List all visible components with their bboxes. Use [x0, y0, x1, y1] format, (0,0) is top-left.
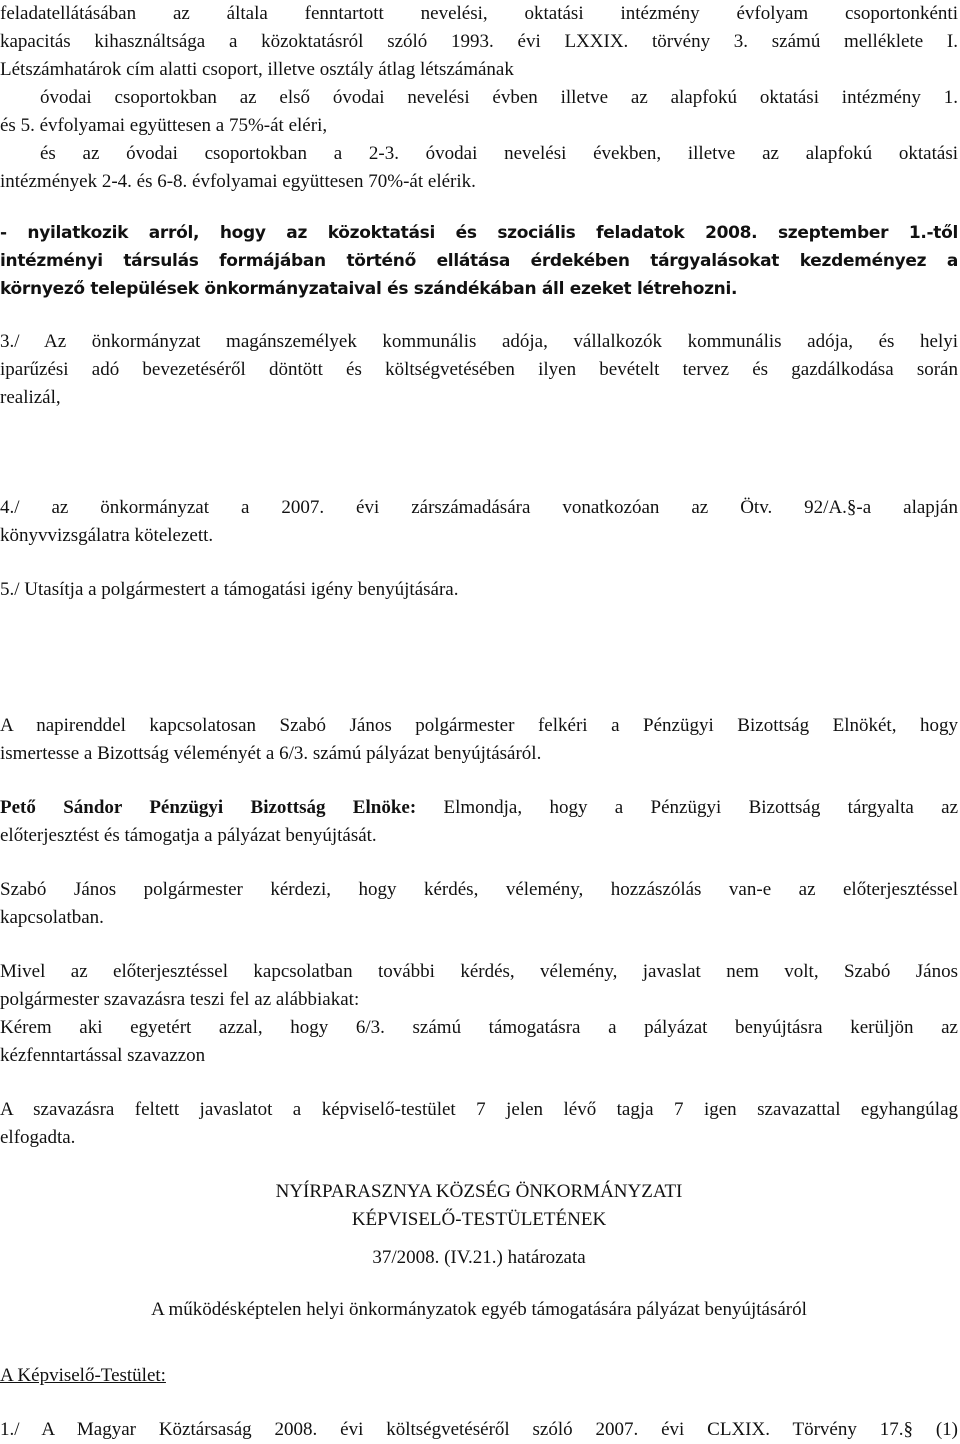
- resolution-title-line2: KÉPVISELŐ-TESTÜLETÉNEK: [351, 1209, 607, 1230]
- mayor-line1: A napirenddel kapcsolatosan Szabó János polgármester felkéri a Pénzügyi Bizottság Elnökét, hogy: [0, 715, 958, 736]
- point5-line1: 5./ Utasítja a polgármestert a támogatási igény benyújtására.: [0, 579, 459, 600]
- block1-line6: és az óvodai csoportokban a 2-3. óvodai nevelési években, illetve az alapfokú oktatási: [40, 143, 958, 164]
- declaration-line1: - nyilatkozik arról, hogy az közoktatási és szociális feladatok 2008. szeptember 1.-től: [0, 223, 958, 243]
- point4-line1: 4./ az önkormányzat a 2007. évi zárszámadására vonatkozóan az Ötv. 92/A.§-a alapján: [0, 497, 958, 518]
- point3-line1: 3./ Az önkormányzat magánszemélyek kommunális adója, vállalkozók kommunális adója, és helyi: [0, 331, 958, 352]
- block1-line1: feladatellátásában az általa fenntartott nevelési, oktatási intézmény évfolyam csoportonkénti: [0, 3, 958, 24]
- point3-line3: realizál,: [0, 387, 61, 408]
- mayor-line2: ismertesse a Bizottság véleményét a 6/3. számú pályázat benyújtásáról.: [0, 743, 542, 764]
- point4-line2: könyvvizsgálatra kötelezett.: [0, 525, 214, 546]
- peto-line2: előterjesztést és támogatja a pályázat benyújtását.: [0, 825, 377, 846]
- block1-line4: óvodai csoportokban az első óvodai nevelési évben illetve az alapfokú oktatási intézmény 1.: [40, 87, 958, 108]
- resolution-item1: 1./ A Magyar Köztársaság 2008. évi költségvetéséről szóló 2007. évi CLXIX. Törvény 17.§ (1): [0, 1419, 958, 1440]
- result-line2: elfogadta.: [0, 1127, 76, 1148]
- question-line1: Szabó János polgármester kérdezi, hogy kérdés, vélemény, hozzászólás van-e az előterjesztéssel: [0, 879, 958, 900]
- resolution-body-label: A Képviselő-Testület:: [0, 1365, 166, 1386]
- peto-line1-rest: Elmondja, hogy a Pénzügyi Bizottság tárgyalta az: [416, 797, 958, 818]
- block1-line5: és 5. évfolyamai együttesen a 75%-át eléri,: [0, 115, 328, 136]
- speaker-name: Pető Sándor Pénzügyi Bizottság Elnöke:: [0, 797, 417, 818]
- vote-line2: polgármester szavazásra teszi fel az alábbiakat:: [0, 989, 360, 1010]
- block1-line2: kapacitás kihasználtsága a közoktatásról szóló 1993. évi LXXIX. törvény 3. számú melléklete I.: [0, 31, 958, 52]
- point3-line2: iparűzési adó bevezetéséről döntött és költségvetésében ilyen bevételt tervez és gazdálkodása során: [0, 359, 958, 380]
- resolution-number: 37/2008. (IV.21.) határozata: [372, 1247, 586, 1268]
- declaration-line3: környező települések önkormányzataival és szándékában áll ezeket létrehozni.: [0, 279, 738, 299]
- block1-line7: intézmények 2-4. és 6-8. évfolyamai együttesen 70%-át elérik.: [0, 171, 476, 192]
- peto-line1: [0, 794, 958, 821]
- resolution-title-line1: NYÍRPARASZNYA KÖZSÉG ÖNKORMÁNYZATI: [275, 1181, 683, 1202]
- question-line2: kapcsolatban.: [0, 907, 104, 928]
- vote-line1: Mivel az előterjesztéssel kapcsolatban további kérdés, vélemény, javaslat nem volt, Szabó János: [0, 961, 958, 982]
- vote-line3: Kérem aki egyetért azzal, hogy 6/3. számú támogatásra a pályázat benyújtásra kerüljön az: [0, 1017, 958, 1038]
- vote-line4: kézfenntartással szavazzon: [0, 1045, 206, 1066]
- declaration-line2: intézményi társulás formájában történő ellátása érdekében tárgyalásokat kezdeményez a: [0, 251, 958, 271]
- result-line1: A szavazásra feltett javaslatot a képviselő-testület 7 jelen lévő tagja 7 igen szavazattal egyhangúlag: [0, 1099, 958, 1120]
- block1-line3: Létszámhatárok cím alatti csoport, illetve osztály átlag létszámának: [0, 59, 514, 80]
- resolution-subject: A működésképtelen helyi önkormányzatok egyéb támogatására pályázat benyújtásáról: [151, 1299, 807, 1320]
